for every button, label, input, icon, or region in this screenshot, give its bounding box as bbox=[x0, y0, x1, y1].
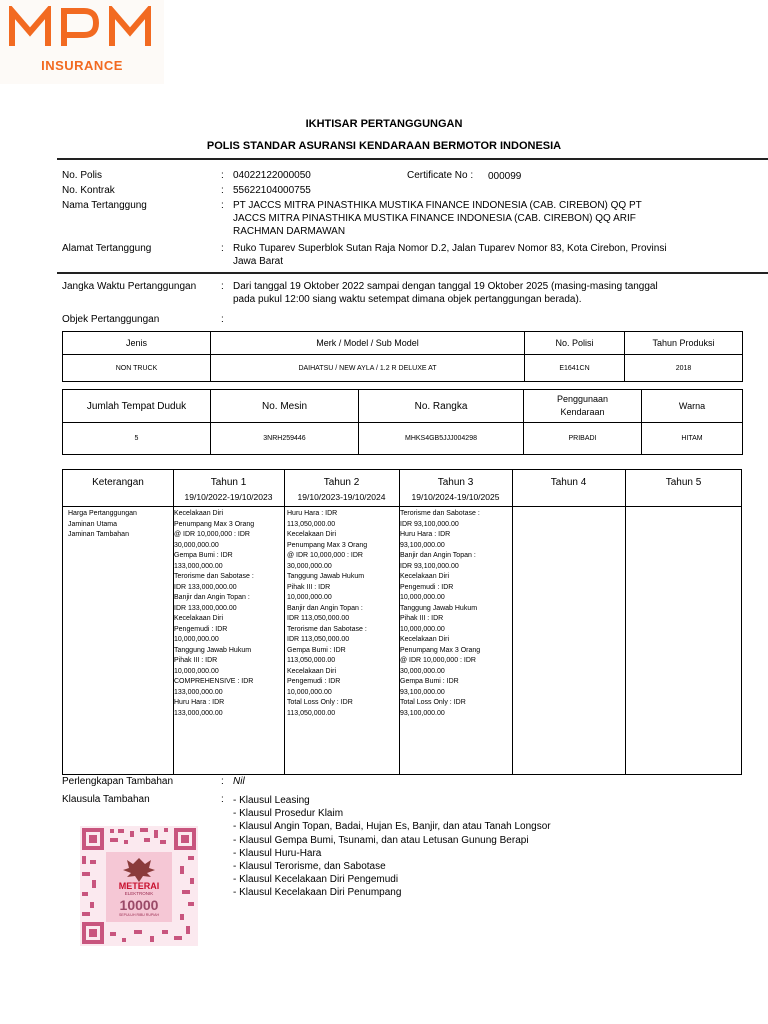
meterai-subtitle: ELEKTRONIK bbox=[124, 891, 154, 896]
logo-insurance-text: INSURANCE bbox=[41, 58, 123, 73]
klausula-item: - Klausul Leasing bbox=[233, 795, 310, 806]
detail-cell-penggunaan: PRIBADI bbox=[524, 423, 642, 455]
column-divider bbox=[284, 470, 285, 774]
jangka-waktu-label: Jangka Waktu Pertanggungan bbox=[62, 281, 197, 292]
jangka-line-2: pada pukul 12:00 siang waktu setempat dimana objek pertanggungan berada). bbox=[233, 294, 582, 305]
meterai-caption: SEPULUH RIBU RUPIAH bbox=[118, 913, 160, 917]
klausula-list bbox=[233, 794, 551, 900]
coverage-header-tahun-2: Tahun 2 bbox=[323, 477, 360, 488]
document-title: IKHTISAR PERTANGGUNGAN bbox=[305, 118, 463, 130]
vehicle-header-polisi: No. Polisi bbox=[525, 332, 625, 355]
detail-cell-rangka: MHKS4GB5JJJ004298 bbox=[359, 423, 524, 455]
detail-cell-warna: HITAM bbox=[642, 423, 743, 455]
objek-label: Objek Pertanggungan bbox=[62, 314, 160, 325]
klausula-item: - Klausul Prosedur Klaim bbox=[233, 808, 344, 820]
colon: : bbox=[221, 314, 224, 325]
divider-top bbox=[57, 158, 768, 160]
colon: : bbox=[221, 170, 224, 181]
coverage-header-tahun-4: Tahun 4 bbox=[550, 477, 587, 488]
vehicle-cell-merk: DAIHATSU / NEW AYLA / 1.2 R DELUXE AT bbox=[211, 355, 525, 382]
nama-line-3: RACHMAN DARMAWAN bbox=[233, 226, 346, 237]
vehicle-header-tahun: Tahun Produksi bbox=[625, 332, 743, 355]
vehicle-table bbox=[62, 331, 743, 382]
nama-tertanggung-label: Nama Tertanggung bbox=[62, 200, 147, 211]
alamat-line-2: Jawa Barat bbox=[233, 256, 284, 267]
no-polis-value: 04022122000050 bbox=[233, 170, 311, 181]
perlengkapan-label: Perlengkapan Tambahan bbox=[62, 776, 174, 787]
coverage-period-tahun-1: 19/10/2022-19/10/2023 bbox=[184, 492, 273, 502]
vehicle-cell-tahun: 2018 bbox=[625, 355, 743, 382]
colon: : bbox=[221, 200, 224, 211]
klausula-label: Klausula Tambahan bbox=[62, 794, 150, 805]
detail-header-seats: Jumlah Tempat Duduk bbox=[63, 390, 211, 423]
detail-header-rangka: No. Rangka bbox=[359, 390, 524, 423]
vehicle-header-merk: Merk / Model / Sub Model bbox=[211, 332, 525, 355]
colon: : bbox=[221, 281, 224, 292]
coverage-cell-tahun-1: Kecelakaan Diri Penumpang Max 3 Orang @ IDR 10,000,000 : IDR 30,000,000.00 Gempa Bumi : IDR 133,000,000.00 Terorisme dan Sabotase : IDR 133,000,000.00 Banjir dan Angin Topan : IDR 133,000,000.00 Kecelakaan Diri Pengemudi : IDR 10,000,000.00 Tanggung Jawab Hukum Pihak III : IDR 10,000,000.00 COMPREHENSIVE : IDR 133,000,000.00 Huru Hara : IDR 133,000,000.00 bbox=[174, 510, 255, 717]
klausula-item: - Klausul Terorisme, dan Sabotase bbox=[233, 861, 386, 873]
klausula-item: - Klausul Angin Topan, Badai, Hujan Es, Banjir, dan atau Tanah Longsor bbox=[233, 821, 551, 833]
header-row-divider bbox=[63, 506, 741, 507]
colon: : bbox=[221, 794, 224, 805]
colon: : bbox=[221, 185, 224, 196]
jangka-line-1: Dari tanggal 19 Oktober 2022 sampai dengan tanggal 19 Oktober 2025 (masing-masing tanggal bbox=[233, 281, 658, 292]
klausula-item: - Klausul Kecelakaan Diri Penumpang bbox=[233, 887, 402, 899]
coverage-header-tahun-3: Tahun 3 bbox=[437, 477, 474, 488]
klausula-item: - Klausul Gempa Bumi, Tsunami, dan atau Letusan Gunung Berapi bbox=[233, 834, 529, 846]
nama-line-1: PT JACCS MITRA PINASTHIKA MUSTIKA FINANCE INDONESIA (CAB. CIREBON) QQ PT bbox=[233, 200, 642, 211]
divider-middle bbox=[57, 272, 768, 274]
detail-cell-seats: 5 bbox=[63, 423, 211, 455]
coverage-cell-tahun-3: Terorisme dan Sabotase : IDR 93,100,000.00 Huru Hara : IDR 93,100,000.00 Banjir dan Angin Topan : IDR 93,100,000.00 Kecelakaan Diri Pengemudi : IDR 10,000,000.00 Tanggung Jawab Hukum Pihak III : IDR 10,000,000.00 Kecelakaan Diri Penumpang Max 3 Orang @ IDR 10,000,000 : IDR 30,000,000.00 Gempa Bumi : IDR 93,100,000.00 Total Loss Only : IDR 93,100,000.00 bbox=[400, 510, 481, 717]
meterai-value: 10000 bbox=[119, 897, 159, 913]
coverage-cell-tahun-2: Huru Hara : IDR 113,050,000.00 Kecelakaan Diri Penumpang Max 3 Orang @ IDR 10,000,000 : IDR 30,000,000.00 Tanggung Jawab Hukum Pihak III : IDR 10,000,000.00 Banjir dan Angin Topan : IDR 113,050,000.00 Terorisme dan Sabotase : IDR 113,050,000.00 Gempa Bumi : IDR 113,050,000.00 Kecelakaan Diri Pengemudi : IDR 10,000,000.00 Total Loss Only : IDR 113,050,000.00 bbox=[287, 510, 368, 717]
column-divider bbox=[512, 470, 513, 774]
coverage-table bbox=[62, 469, 742, 775]
vehicle-cell-polisi: E1641CN bbox=[525, 355, 625, 382]
coverage-period-tahun-3: 19/10/2024-19/10/2025 bbox=[411, 492, 500, 502]
no-kontrak-value: 55622104000755 bbox=[233, 185, 311, 196]
detail-cell-mesin: 3NRH259446 bbox=[211, 423, 359, 455]
meterai-title: METERAI bbox=[118, 881, 160, 891]
no-polis-label: No. Polis bbox=[62, 170, 103, 181]
coverage-period-tahun-2: 19/10/2023-19/10/2024 bbox=[297, 492, 386, 502]
coverage-header-keterangan: Keterangan bbox=[92, 477, 144, 488]
document-subtitle: POLIS STANDAR ASURANSI KENDARAAN BERMOTOR INDONESIA bbox=[206, 140, 562, 152]
detail-header-penggunaan: Penggunaan Kendaraan bbox=[524, 390, 642, 423]
colon: : bbox=[221, 243, 224, 254]
vehicle-header-jenis: Jenis bbox=[63, 332, 211, 355]
coverage-header-tahun-1: Tahun 1 bbox=[210, 477, 247, 488]
detail-header-warna: Warna bbox=[642, 390, 743, 423]
detail-header-mesin: No. Mesin bbox=[211, 390, 359, 423]
certificate-value: 000099 bbox=[488, 171, 522, 182]
coverage-cell-keterangan: Harga Pertanggungan Jaminan Utama Jaminan Tambahan bbox=[68, 510, 137, 538]
coverage-header-tahun-5: Tahun 5 bbox=[665, 477, 702, 488]
certificate-label: Certificate No : bbox=[407, 170, 474, 181]
perlengkapan-value: Nil bbox=[233, 776, 245, 787]
e-meterai-stamp bbox=[80, 826, 198, 946]
no-kontrak-label: No. Kontrak bbox=[62, 185, 115, 196]
detail-table bbox=[62, 389, 743, 455]
vehicle-cell-jenis: NON TRUCK bbox=[63, 355, 211, 382]
alamat-line-1: Ruko Tuparev Superblok Sutan Raja Nomor D.2, Jalan Tuparev Nomor 83, Kota Cirebon, Provinsi bbox=[233, 243, 667, 254]
alamat-label: Alamat Tertanggung bbox=[62, 243, 152, 254]
klausula-item: - Klausul Kecelakaan Diri Pengemudi bbox=[233, 874, 399, 886]
nama-line-2: JACCS MITRA PINASTHIKA MUSTIKA FINANCE INDONESIA (CAB. CIREBON) QQ ARIF bbox=[233, 213, 636, 224]
company-logo bbox=[0, 0, 164, 84]
column-divider bbox=[625, 470, 626, 774]
klausula-item: - Klausul Huru-Hara bbox=[233, 847, 322, 859]
mpm-logo-mark bbox=[8, 6, 156, 48]
colon: : bbox=[221, 776, 224, 787]
